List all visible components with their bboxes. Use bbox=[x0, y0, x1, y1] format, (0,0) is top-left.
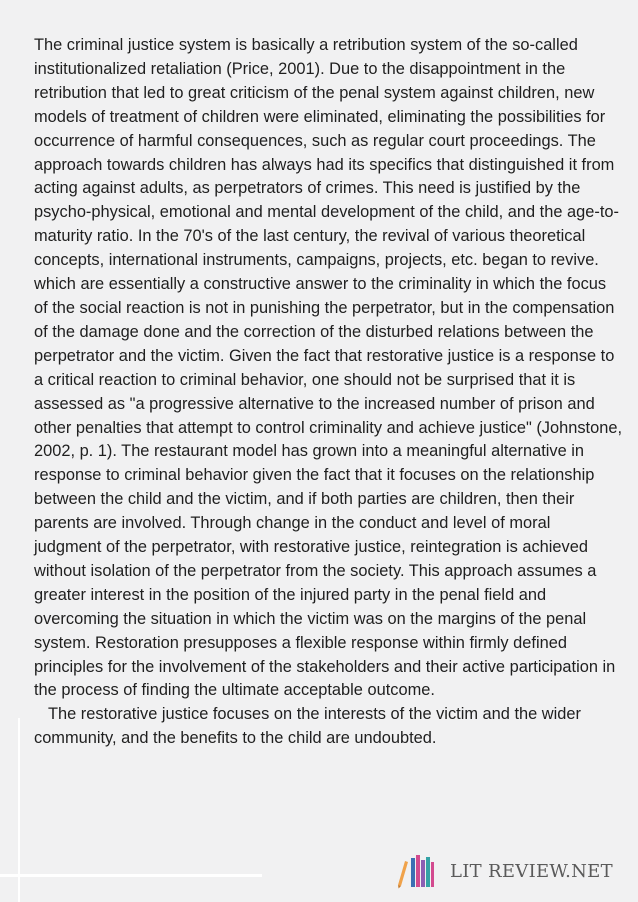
books-pencil-icon bbox=[396, 853, 440, 889]
paragraph-1: The criminal justice system is basically a retribution system of the so-called institutionalized retaliation (Price, 2001). Due to the disappointment in the retribution that led to great criticism of the penal system against children, new models of treatment of children were eliminated, eliminating the possibilities for occurrence of harmful consequences, such as regular court proceedings. The approach towards children has always had its specifics that distinguished it from acting against adults, as perpetrators of crimes. This need is justified by the psycho-physical, emotional and mental development of the child, and the age-to-maturity ratio. In the 70's of the last century, the revival of various theoretical concepts, international instruments, campaigns, projects, etc. began to revive. which are essentially a constructive answer to the criminality in which the focus of the social reaction is not in punishing the perpetrator, but in the compensation of the damage done and the correction of the disturbed relations between the perpetrator and the victim. Given the fact that restorative justice is a response to a critical reaction to criminal behavior, one should not be surprised that it is assessed as "a progressive alternative to the increased number of prison and other penalties that attempt to control criminality and achieve justice" (Johnstone, 2002, p. 1). The restaurant model has grown into a meaningful alternative in response to criminal behavior given the fact that it focuses on the relationship between the child and the victim, and if both parties are children, then their parents are involved. Through change in the conduct and level of moral judgment of the perpetrator, with restorative justice, reintegration is achieved without isolation of the perpetrator from the society. This approach assumes a greater interest in the position of the injured party in the penal field and overcoming the situation in which the victim was on the margins of the penal system. Restoration presupposes a flexible response within firmly defined principles for the involvement of the stakeholders and their active participation in the process of finding the ultimate acceptable outcome. bbox=[34, 36, 622, 700]
site-logo bbox=[396, 853, 613, 889]
logo-text: LIT REVIEW.NET bbox=[450, 860, 613, 882]
body-text bbox=[34, 34, 622, 751]
decorative-bottom-line bbox=[0, 874, 262, 877]
paragraph-2: The restorative justice focuses on the interests of the victim and the wider community, and the benefits to the child are undoubted. bbox=[34, 705, 581, 748]
